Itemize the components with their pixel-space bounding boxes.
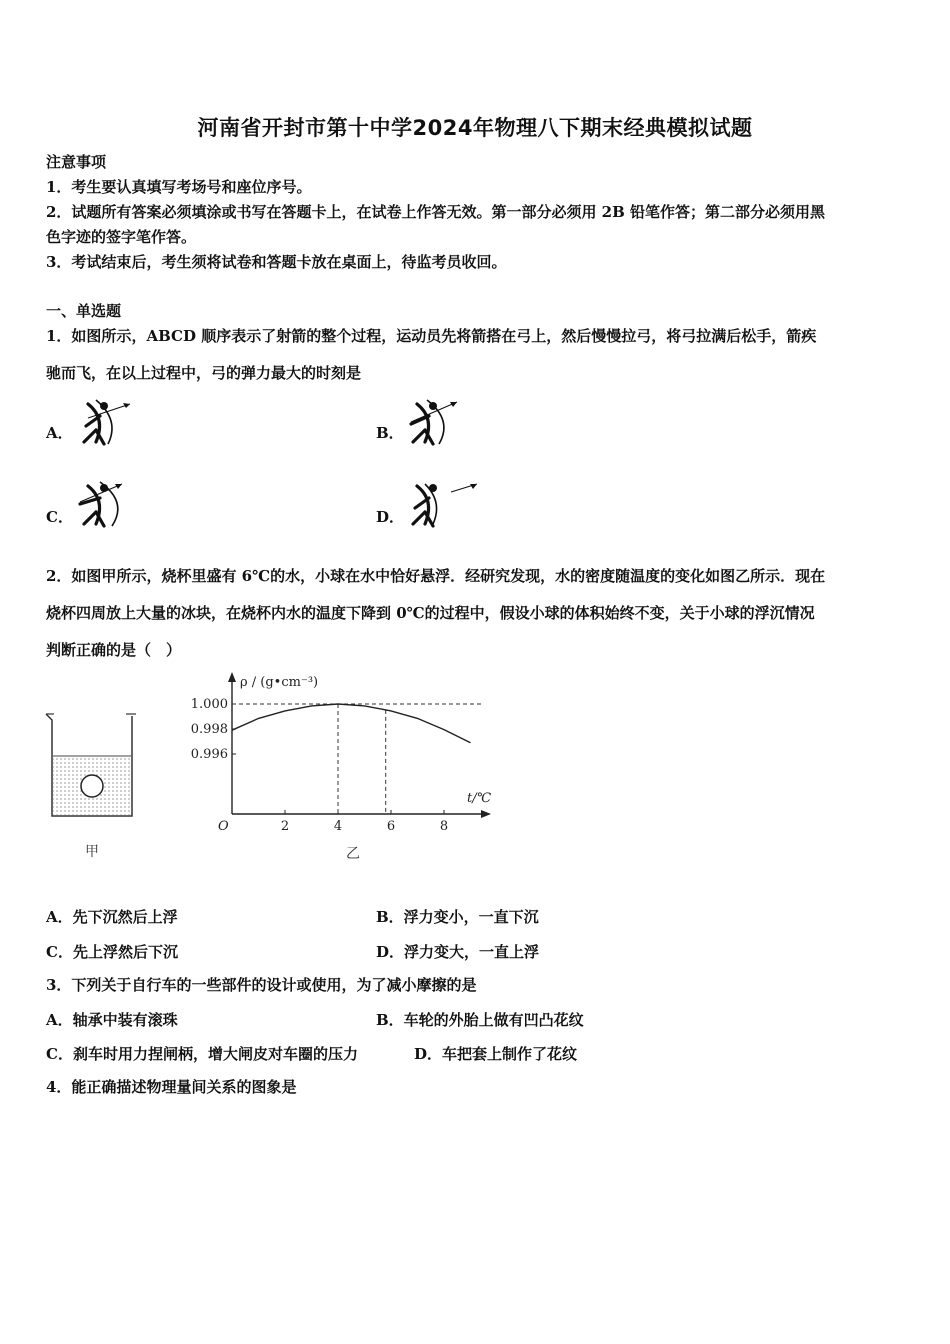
- q1-stem-line1: 1．如图所示，ABCD 顺序表示了射箭的整个过程，运动员先将箭搭在弓上，然后慢慢拉弓，将弓拉满后松手，箭疾: [46, 327, 817, 345]
- x-tick-label: 8: [439, 819, 449, 834]
- chart-axes: [228, 672, 491, 818]
- notice-item-2-cont: 色字迹的签字笔作答。: [46, 228, 197, 246]
- x-axis-label: t/℃: [467, 791, 492, 806]
- x-axis-arrow: [481, 810, 491, 818]
- notice-item-1: 1．考生要认真填写考场号和座位序号。: [46, 178, 312, 196]
- ball: [81, 775, 103, 797]
- q3-option-d: D．车把套上制作了花纹: [414, 1045, 578, 1063]
- archer-b-image: [403, 396, 473, 448]
- q1-option-c-label: C．: [46, 508, 73, 526]
- beaker-figure: [40, 706, 140, 866]
- q1-stem-line2: 驰而飞，在以上过程中，弓的弹力最大的时刻是: [46, 364, 362, 382]
- q1-option-b-label: B．: [376, 424, 404, 442]
- q1-option-d-label: D．: [376, 508, 405, 526]
- archer-a-image: [74, 396, 144, 448]
- q2-option-c: C．先上浮然后下沉: [46, 943, 178, 961]
- x-tick-label: 4: [333, 819, 343, 834]
- archer-c-image: [74, 478, 144, 530]
- figure-jia-caption: 甲: [85, 844, 99, 860]
- page-title: 河南省开封市第十中学2024年物理八下期末经典模拟试题: [197, 116, 753, 140]
- q2-stem-line1: 2．如图甲所示，烧杯里盛有 6℃的水，小球在水中恰好悬浮．经研究发现，水的密度随温度的变化如图乙所示．现在: [46, 567, 826, 585]
- q3-option-b: B．车轮的外胎上做有凹凸花纹: [376, 1011, 584, 1029]
- x-tick-label: 2: [280, 819, 290, 834]
- q2-stem-line3: 判断正确的是（ ）: [46, 641, 182, 659]
- y-axis-arrow: [228, 672, 236, 682]
- notice-heading: 注意事项: [46, 153, 107, 171]
- y-tick-label: 1.000: [190, 697, 228, 712]
- q1-option-a-label: A．: [46, 424, 73, 442]
- chart-guides: [232, 704, 484, 814]
- notice-item-2: 2．试题所有答案必须填涂或书写在答题卡上，在试卷上作答无效。第一部分必须用 2B 铅笔作答；第二部分必须用黑: [46, 203, 826, 221]
- section-heading: 一、单选题: [46, 302, 122, 320]
- q3-option-a: A．轴承中装有滚珠: [46, 1011, 178, 1029]
- x-tick-label: 6: [386, 819, 396, 834]
- q2-option-b: B．浮力变小，一直下沉: [376, 908, 539, 926]
- q2-option-d: D．浮力变大，一直上浮: [376, 943, 540, 961]
- y-axis-label: ρ / (g•cm⁻³): [240, 675, 319, 690]
- q3-stem: 3．下列关于自行车的一些部件的设计或使用，为了减小摩擦的是: [46, 976, 477, 994]
- density-curve: [232, 704, 471, 743]
- notice-item-3: 3．考试结束后，考生须将试卷和答题卡放在桌面上，待监考员收回。: [46, 253, 507, 271]
- density-chart: [180, 668, 510, 868]
- q3-option-c: C．刹车时用力捏闸柄，增大闸皮对车圈的压力: [46, 1045, 358, 1063]
- archer-d-image: [403, 478, 483, 530]
- q2-stem-line2: 烧杯四周放上大量的冰块，在烧杯内水的温度下降到 0℃的过程中，假设小球的体积始终不变，关于小球的浮沉情况: [46, 604, 815, 622]
- figure-yi-caption: 乙: [346, 846, 360, 862]
- origin-label: O: [218, 819, 229, 834]
- y-tick-label: 0.996: [190, 747, 228, 762]
- q4-stem: 4．能正确描述物理量间关系的图象是: [46, 1078, 297, 1096]
- y-tick-label: 0.998: [190, 722, 228, 737]
- q2-option-a: A．先下沉然后上浮: [46, 908, 178, 926]
